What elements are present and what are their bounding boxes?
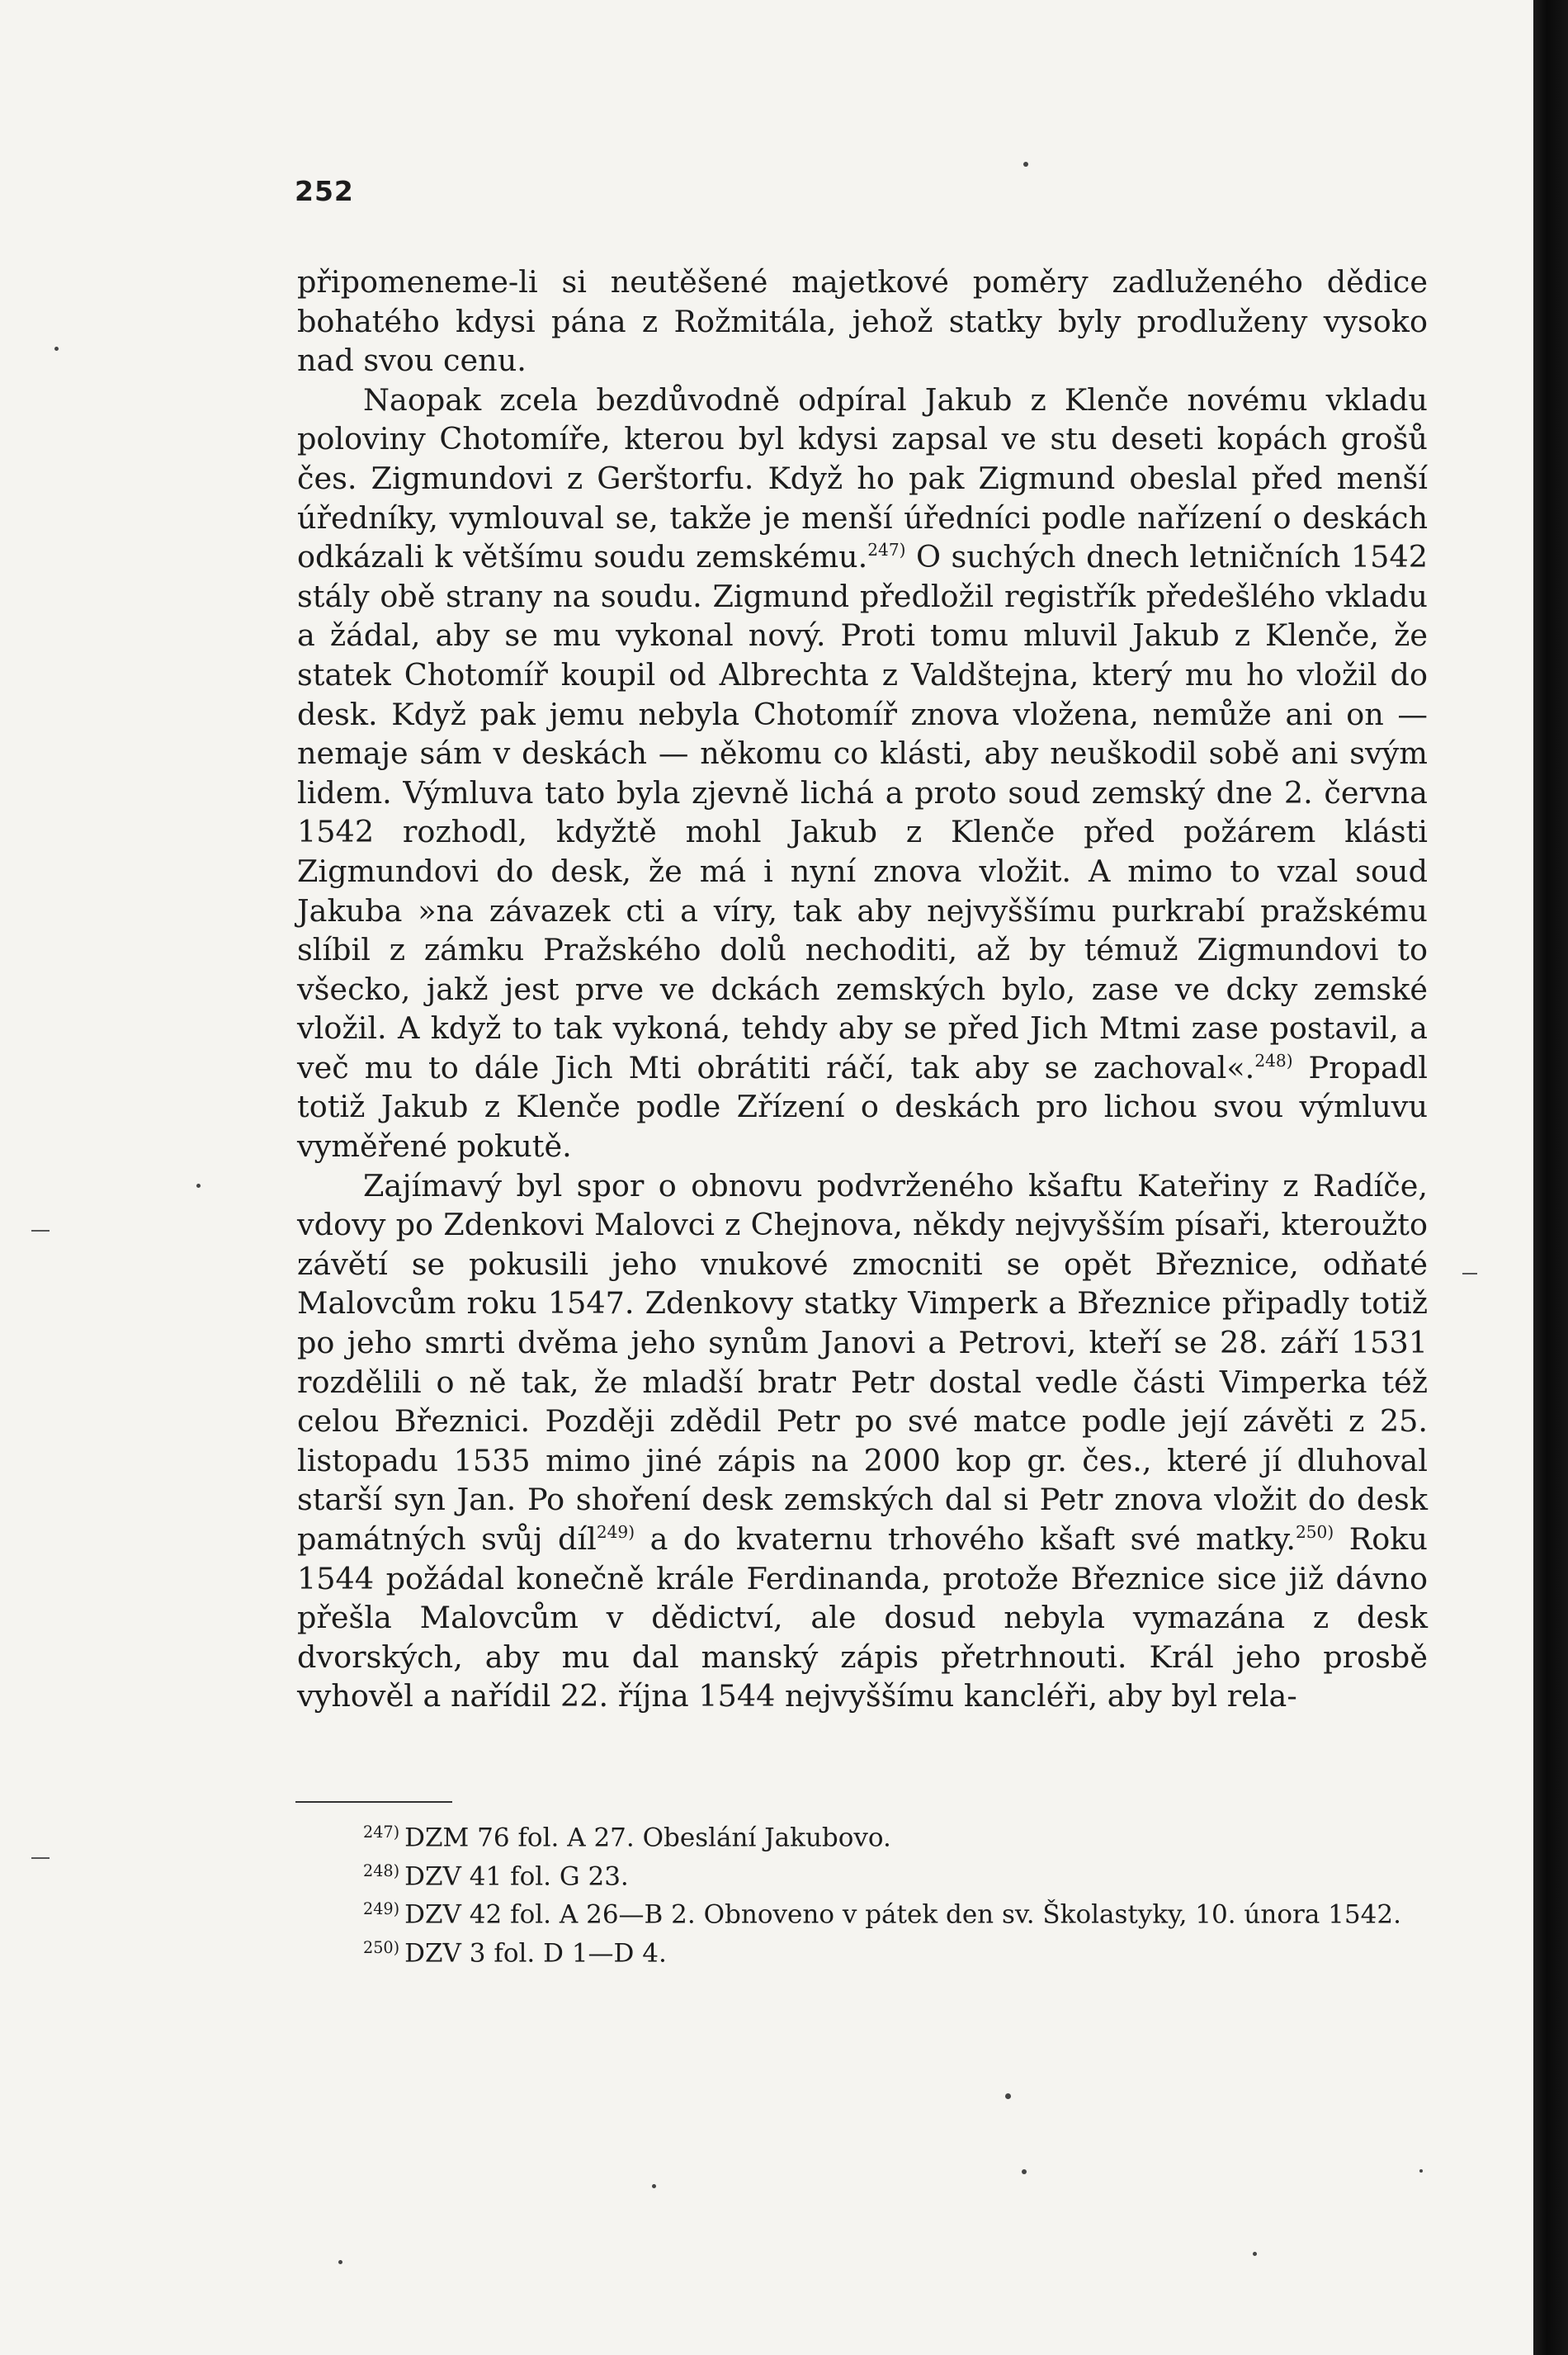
footnote-ref: 249) (596, 1521, 635, 1542)
paragraph (297, 1166, 1428, 1716)
footnote-ref: 247) (867, 540, 906, 560)
footnote-ref: 248) (1254, 1050, 1293, 1071)
paragraph (297, 381, 1428, 1166)
footnote (297, 1893, 1428, 1932)
scan-speck (652, 2184, 656, 2188)
footnote-number: 247) (363, 1823, 400, 1842)
footnote-text: DZM 76 fol. A 27. Obeslání Jakubovo. (404, 1823, 891, 1853)
page-number: 252 (295, 175, 354, 207)
footnote-number: 250) (363, 1937, 400, 1957)
text-segment: Propadl totiž Jakub z Klenče podle Zřízení o deskách pro lichou svou výmluvu vyměřené pokutě. (297, 1049, 1428, 1165)
footnote-number: 249) (363, 1899, 400, 1919)
text-segment: Naopak zcela bezdůvodně odpíral Jakub z Klenče novému vkladu poloviny Chotomíře, kterou byl kdysi zapsal ve stu deseti kopách grošů čes. Zigmundovi z Gerštorfu. Když ho pak Zigmund obeslal před menší úředníky, vymlouval se, takže je menší úředníci podle nařízení o deskách odkázali k většímu soudu zemskému. (297, 381, 1428, 575)
text-segment: a do kvaternu trhového kšaft své matky. (635, 1521, 1296, 1557)
footnote-text: DZV 42 fol. A 26—B 2. Obnoveno v pátek den sv. Školastyky, 10. února 1542. (404, 1899, 1401, 1930)
text-segment: Zajímavý byl spor o obnovu podvrženého kšaftu Kateřiny z Radíče, vdovy po Zdenkovi Malovci z Chejnova, někdy nejvyšším písaři, kteroužto závětí se pokusili jeho vnukové zmocniti se opět Březnice, odňaté Malovcům roku 1547. Zdenkovy statky Vimperk a Březnice připadly totiž po jeho smrti dvěma jeho synům Janovi a Petrovi, kteří se 28. září 1531 rozdělili o ně tak, že mladší bratr Petr dostal vedle části Vimperka též celou Březnici. Později zdědil Petr po své matce podle její závěti z 25. listopadu 1535 mimo jiné zápis na 2000 kop gr. čes., které jí dluhoval starší syn Jan. Po shoření desk zemských dal si Petr znova vložit do desk památných svůj díl (297, 1167, 1428, 1557)
scan-mark (1462, 1273, 1477, 1274)
scan-speck (1419, 2169, 1423, 2173)
scan-speck (1005, 2093, 1011, 2099)
footnote-text: DZV 3 fol. D 1—D 4. (404, 1938, 667, 1969)
scan-mark (31, 1230, 50, 1232)
scanner-edge (1533, 0, 1568, 2355)
footnote (297, 1932, 1428, 1970)
footnote (297, 1855, 1428, 1894)
scan-speck (1022, 2169, 1027, 2174)
scan-speck (54, 347, 59, 351)
footnote-number: 248) (363, 1861, 400, 1880)
paragraph (297, 262, 1428, 381)
footnote (297, 1816, 1428, 1855)
main-text (297, 262, 1428, 1716)
text-segment: O suchých dnech letničních 1542 stály obě strany na soudu. Zigmund předložil registřík předešlého vkladu a žádal, aby se mu vykonal nový. Proti tomu mluvil Jakub z Klenče, že statek Chotomíř koupil od Albrechta z Valdštejna, který mu ho vložil do desk. Když pak jemu nebyla Chotomíř znova vložena, nemůže ani on — nemaje sám v deskách — někomu co klásti, aby neuškodil sobě ani svým lidem. Výmluva tato byla zjevně lichá a proto soud zemský dne 2. června 1542 rozhodl, kdyžtě mohl Jakub z Klenče před požárem klásti Zigmundovi do desk, že má i nyní znova vložit. A mimo to vzal soud Jakuba »na závazek cti a víry, tak aby nejvyššímu purkrabí pražskému slíbil z zámku Pražského dolů nechoditi, až by témuž Zigmundovi to všecko, jakž jest prve ve dckách zemských bylo, zase ve dcky zemské vložil. A když to tak vykoná, tehdy aby se před Jich Mtmi zase postavil, a več mu to dále Jich Mti obrátiti ráčí, tak aby se zachoval«. (297, 539, 1428, 1085)
scan-speck (1023, 162, 1028, 167)
scan-mark (31, 1857, 50, 1859)
footnote-separator (295, 1801, 452, 1803)
text-segment: Roku 1544 požádal konečně krále Ferdinanda, protože Březnice sice již dávno přešla Malovcům v dědictví, ale dosud nebyla vymazána z desk dvorských, aby mu dal manský zápis přetrhnouti. Král jeho prosbě vyhověl a nařídil 22. října 1544 nejvyššímu kancléři, aby byl rela- (297, 1521, 1428, 1714)
scan-speck (1253, 2252, 1257, 2256)
scan-speck (338, 2260, 342, 2264)
footnotes (297, 1816, 1428, 1970)
footnote-text: DZV 41 fol. G 23. (404, 1861, 629, 1892)
text-segment: připomeneme-li si neutěšené majetkové poměry zadluženého dědice bohatého kdysi pána z Rožmitála, jehož statky byly prodluženy vysoko nad svou cenu. (297, 264, 1428, 379)
footnote-ref: 250) (1295, 1521, 1334, 1542)
scan-speck (196, 1184, 201, 1188)
